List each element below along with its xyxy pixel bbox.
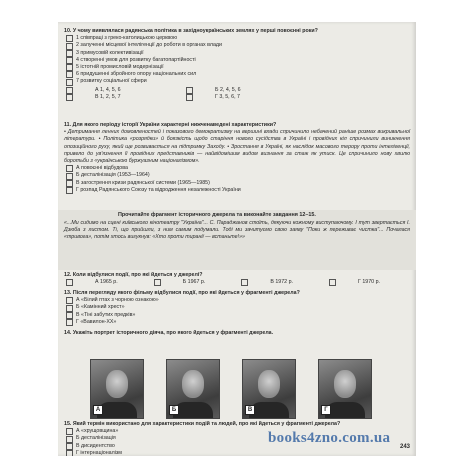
question-11-title: 11. Для якого періоду історії України характерні нижченаведені характеристики? (64, 122, 277, 128)
portrait-body (325, 402, 365, 418)
q10-answer[interactable]: Б 2, 4, 5, 6 (186, 87, 263, 94)
portrait-b[interactable] (166, 359, 220, 419)
checkbox-icon[interactable] (66, 165, 73, 172)
q10-answer[interactable]: В 1, 2, 5, 7 (66, 94, 184, 101)
question-10-title: 10. У чому виявлялася радянська політика в західноукраїнських землях у перші повоєнні роки? (64, 28, 318, 34)
q15-option[interactable]: А «хрущовщина» (66, 428, 410, 435)
question-10-answers (64, 87, 410, 101)
checkbox-icon[interactable] (186, 94, 193, 101)
portrait-body (249, 402, 289, 418)
portrait-body (97, 402, 137, 418)
checkbox-icon[interactable] (241, 279, 248, 286)
checkbox-icon[interactable] (66, 87, 73, 94)
q12-answer[interactable]: В 1972 р. (241, 279, 315, 286)
checkbox-icon[interactable] (66, 57, 73, 64)
checkbox-icon[interactable] (66, 312, 73, 319)
q15-option[interactable]: Б десталінізація (66, 435, 410, 442)
q10-option: 6 придушенні збройного опору національних сил (66, 71, 410, 78)
portrait-face (106, 370, 128, 398)
checkbox-icon[interactable] (329, 279, 336, 286)
question-12-answers (64, 279, 410, 286)
checkbox-icon[interactable] (66, 443, 73, 450)
q11-option[interactable]: А повоєнні відбудова (66, 165, 410, 172)
q10-option: 4 створенні умов для розвитку багатопартійності (66, 57, 410, 64)
checkbox-icon[interactable] (66, 94, 73, 101)
checkbox-icon[interactable] (66, 436, 73, 443)
question-11-options (64, 165, 410, 194)
question-13-title: 13. Після перегляду якого фільму відбулися події, про які йдеться у фрагменті джерела? (64, 290, 300, 296)
q15-option[interactable]: Г інтернаціоналізм (66, 450, 410, 456)
checkbox-icon[interactable] (66, 79, 73, 86)
book-page (58, 22, 416, 456)
question-10 (64, 28, 410, 101)
page-number: 243 (399, 443, 410, 450)
question-15-title: 15. Який термін використано для характеристики подій та людей, про які йдеться у фрагменті джерела? (64, 421, 341, 427)
checkbox-icon[interactable] (66, 50, 73, 57)
watermark: books4zno.com.ua (268, 430, 391, 446)
q13-option[interactable]: Г «Вавилон-XX» (66, 319, 410, 326)
checkbox-icon[interactable] (66, 428, 73, 435)
checkbox-icon[interactable] (66, 450, 73, 456)
source-title: Прочитайте фрагмент історичного джерела та виконайте завдання 12–15. (118, 212, 316, 218)
question-11-text: • Детримання ленних домовленостей і показового демократизму на вершині влади спричинило небачений раніше розмах викривальної літератури. • Політика «розрядки» й боязкість щодо старіння нового сусідства в Україні і провідних кіл спричинили виникнення опозиційного руху, який ще розвивається на підтримку Заходу. • Зростання в Україні, як наслідок масового терору проти інтелігенції, привело до ув'язнення її провідних представників — найвідомішим видом визнання за стаж як утиск. Це спричинило нову хвилю боротьби з «українською буржуазним націоналізмом». (64, 129, 410, 165)
portrait-v[interactable] (242, 359, 296, 419)
checkbox-icon[interactable] (66, 71, 73, 78)
question-12 (64, 272, 410, 286)
portrait-label: В (245, 405, 255, 415)
q10-answer[interactable]: А 1, 4, 5, 6 (66, 87, 184, 94)
checkbox-icon[interactable] (66, 43, 73, 50)
portrait-face (258, 370, 280, 398)
checkbox-icon[interactable] (66, 297, 73, 304)
source-text: «...Ми сидимо на сцені київського кінотеатру "Україна"... С. Параджанов стоїть, дякуючи кожному виступаючому. І тут звертається І. Дзюба з листом. Ті, що прийшли, з ним самим подумали. Тоді ми зачитуємо свою заяву "Поки ж переживає чистка"... Почалася «тривога», потім хтось вигукнув: «Хто проти тиранії — встаньте!»» (64, 220, 410, 241)
checkbox-icon[interactable] (66, 279, 73, 286)
q15-option[interactable]: В дисидентство (66, 443, 410, 450)
portrait-face (182, 370, 204, 398)
checkbox-icon[interactable] (66, 35, 73, 42)
checkbox-icon[interactable] (66, 305, 73, 312)
question-13 (64, 290, 410, 326)
checkbox-icon[interactable] (66, 187, 73, 194)
q13-option[interactable]: В «Тіні забутих предків» (66, 312, 410, 319)
q11-option[interactable]: Б десталінізація (1953—1964) (66, 172, 410, 179)
q12-answer[interactable]: Б 1967 р. (154, 279, 228, 286)
question-14-title: 14. Укажіть портрет історичного діяча, про якого йдеться у фрагменті джерела. (64, 330, 274, 336)
q10-option: 1 співпраці з греко-католицькою церквою (66, 35, 410, 42)
checkbox-icon[interactable] (66, 173, 73, 180)
portrait-label: Г (321, 405, 331, 415)
q10-option: 5 істотній промисловій модернізації (66, 64, 410, 71)
portrait-body (173, 402, 213, 418)
q10-answer[interactable]: Г 3, 5, 6, 7 (186, 94, 263, 101)
q13-option[interactable]: А «Білий птах з чорною ознакою» (66, 297, 410, 304)
question-11 (64, 122, 410, 194)
checkbox-icon[interactable] (186, 87, 193, 94)
question-14 (64, 330, 410, 337)
q12-answer[interactable]: Г 1970 р. (329, 279, 402, 286)
checkbox-icon[interactable] (154, 279, 161, 286)
checkbox-icon[interactable] (66, 64, 73, 71)
portrait-label: Б (169, 405, 179, 415)
q11-option[interactable]: Г розпад Радянського Союзу та відродження незалежності України (66, 187, 410, 194)
q11-option[interactable]: В загострення кризи радянської системи (1965—1985) (66, 180, 410, 187)
q10-option: 7 розвитку соціальної сфери (66, 78, 410, 85)
portrait-face (334, 370, 356, 398)
q10-option: 3 примусовій колективізації (66, 50, 410, 57)
checkbox-icon[interactable] (66, 319, 73, 326)
q10-option: 2 залученні місцевої інтелігенції до роботи в органах влади (66, 42, 410, 49)
question-10-options (64, 35, 410, 85)
portrait-h[interactable] (318, 359, 372, 419)
portrait-a[interactable] (90, 359, 144, 419)
q13-option[interactable]: Б «Камінний хрест» (66, 304, 410, 311)
checkbox-icon[interactable] (66, 180, 73, 187)
q12-answer[interactable]: А 1965 р. (66, 279, 140, 286)
question-12-title: 12. Коли відбулися події, про які йдеться у джерелі? (64, 272, 203, 278)
portrait-label: А (93, 405, 103, 415)
